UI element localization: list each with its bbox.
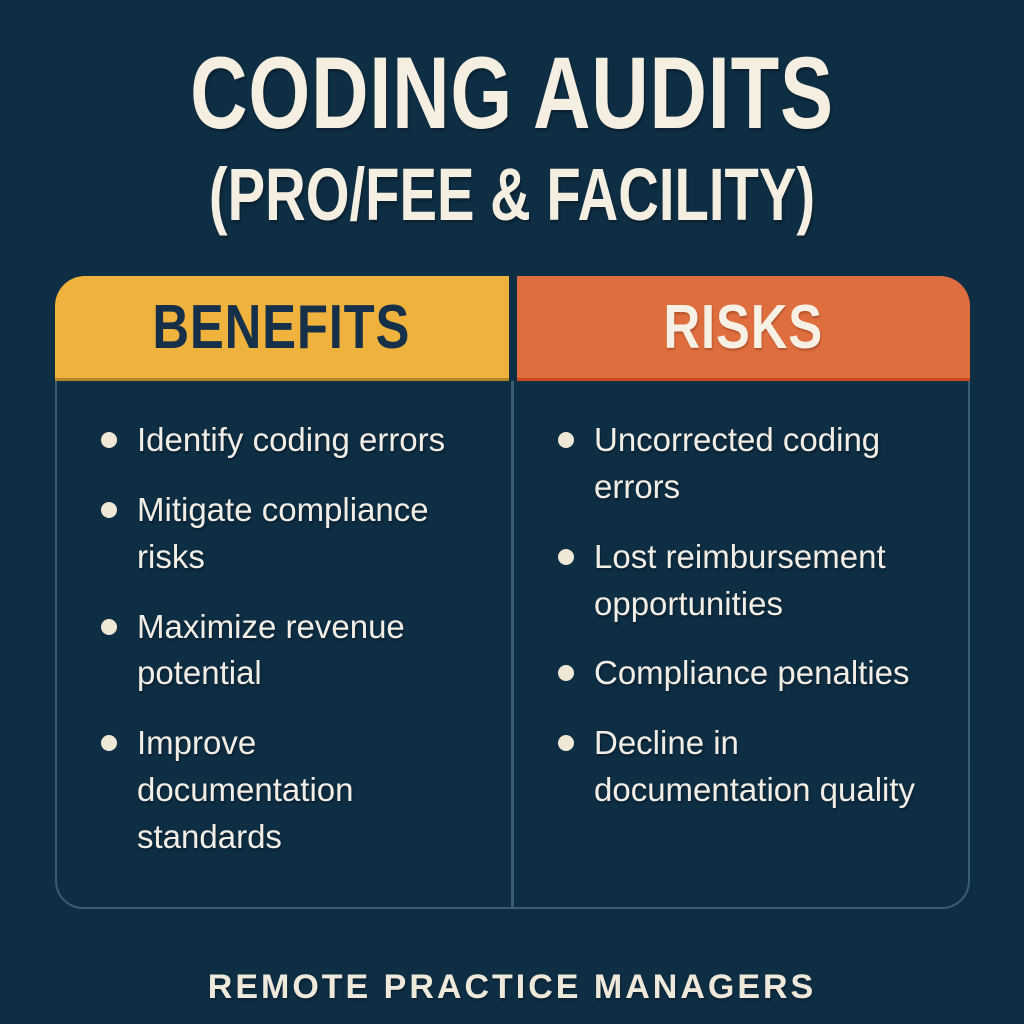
benefits-header-label: BENEFITS <box>152 292 411 362</box>
list-item-text: Decline in documentation quality <box>594 724 916 809</box>
list-item-text: Uncorrected coding errors <box>594 421 881 505</box>
risks-column <box>511 381 968 907</box>
list-item <box>99 720 491 861</box>
page-subtitle: (PRO/FEE & FACILITY) <box>208 153 816 236</box>
bullet-icon <box>101 735 117 751</box>
risks-header <box>517 276 971 381</box>
bullet-icon <box>101 619 117 635</box>
list-item-text: Mitigate compliance risks <box>137 490 429 575</box>
list-item <box>556 650 948 697</box>
bullet-icon <box>558 665 574 681</box>
list-item <box>556 534 948 628</box>
list-item <box>99 417 491 464</box>
title-block <box>0 36 1024 236</box>
list-item <box>556 720 948 814</box>
bullet-icon <box>558 432 574 448</box>
bullet-icon <box>101 432 117 448</box>
list-item <box>99 604 491 698</box>
list-item-text: Identify coding errors <box>137 421 446 458</box>
page-title: CODING AUDITS <box>190 36 834 150</box>
list-item-text: Lost reimbursement opportunities <box>594 537 886 622</box>
comparison-table <box>55 276 970 912</box>
list-item-text: Maximize revenue potential <box>137 607 405 692</box>
benefits-column <box>57 381 511 907</box>
footer-brand-text: REMOTE PRACTICE MANAGERS <box>207 968 817 1006</box>
list-item <box>99 487 491 581</box>
list-item <box>556 417 948 511</box>
table-body <box>55 381 970 909</box>
risks-header-label: RISKS <box>663 292 823 362</box>
risks-list <box>556 417 948 814</box>
bullet-icon <box>558 735 574 751</box>
list-item-text: Compliance penalties <box>594 654 910 692</box>
bullet-icon <box>558 549 574 565</box>
benefits-list <box>99 417 491 861</box>
bullet-icon <box>101 502 117 518</box>
list-item-text: Improve documentation standards <box>137 724 354 856</box>
table-header-row <box>55 276 970 381</box>
benefits-header <box>55 276 509 381</box>
